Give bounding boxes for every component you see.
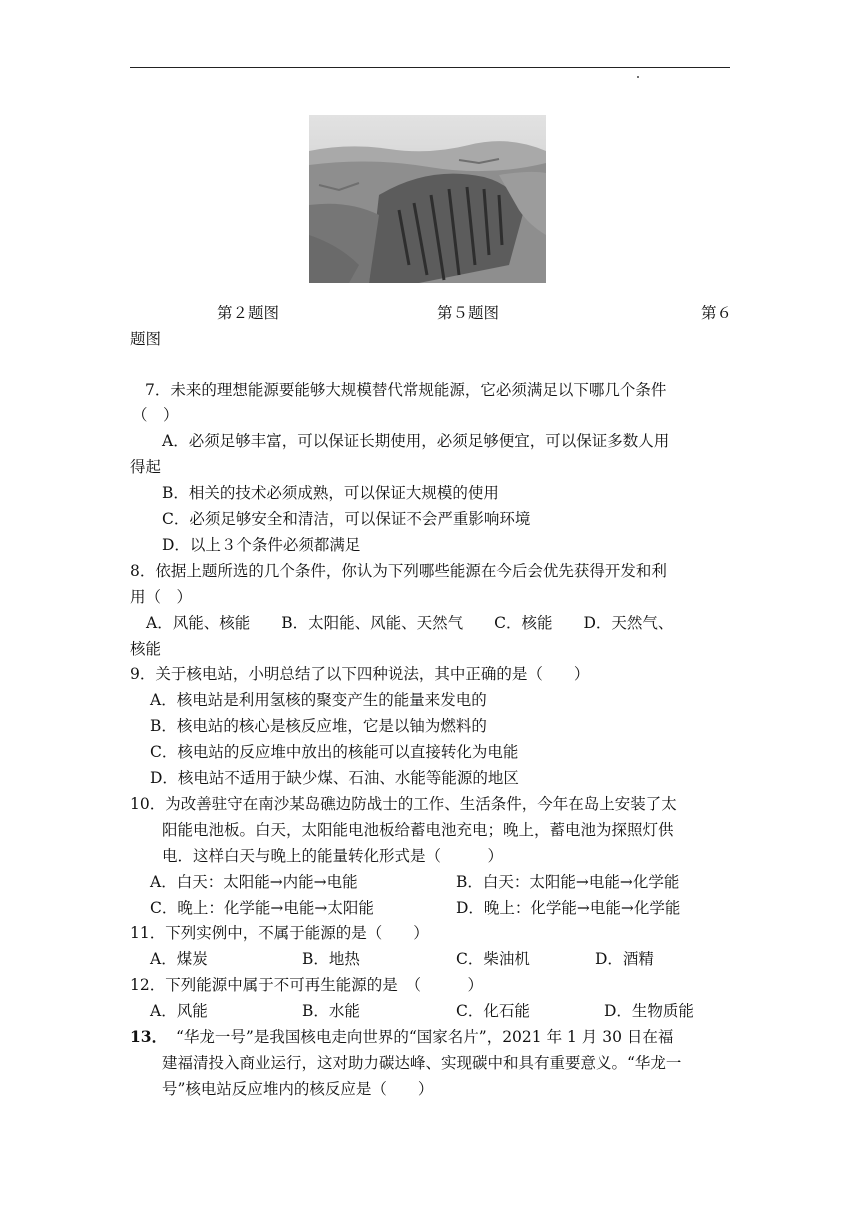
caption-fig6-part1: 第６: [701, 304, 733, 322]
q10-stem-cont2: 电．这样白天与晚上的能量转化形式是（ ）: [162, 847, 504, 865]
caption-fig5: 第５题图: [437, 304, 500, 322]
q13-stem-cont1: 建福清投入商业运行，这对助力碳达峰、实现碳中和具有重要意义。“华龙一: [162, 1054, 682, 1072]
q9-option-a: A．核电站是利用氢核的聚变产生的能量来发电的: [150, 691, 487, 709]
header-rule: [130, 67, 730, 68]
q8-stem: 8．依据上题所选的几个条件，你认为下列哪些能源在今后会优先获得开发和利: [130, 562, 667, 580]
q12-stem: 12．下列能源中属于不可再生能源的是 （ ）: [130, 976, 483, 994]
q13-stem-cont2: 号”核电站反应堆内的核反应是（ ）: [162, 1080, 434, 1098]
q12-option-b: B．水能: [302, 1002, 360, 1020]
q12-option-a: A．风能: [150, 1002, 208, 1020]
q11-option-d: D．酒精: [595, 950, 654, 968]
q7-option-a: A．必须足够丰富，可以保证长期使用，必须足够便宜，可以保证多数人用: [162, 432, 670, 450]
q10-option-d: D．晚上：化学能→电能→化学能: [456, 899, 681, 917]
q10-option-a: A．白天：太阳能→内能→电能: [150, 873, 358, 891]
q7-option-a-cont: 得起: [130, 458, 162, 476]
q7-option-d: D．以上３个条件必须都满足: [162, 536, 361, 554]
q9-stem: 9．关于核电站，小明总结了以下四种说法，其中正确的是（ ）: [130, 665, 590, 683]
caption-fig2: 第２题图: [217, 304, 280, 322]
q8-stem-cont: 用（ ）: [130, 588, 193, 606]
q8-options: A．风能、核能 B．太阳能、风能、天然气 C．核能 D．天然气、: [146, 614, 674, 632]
q7-stem: 7．未来的理想能源要能够大规模替代常规能源，它必须满足以下哪几个条件: [145, 381, 667, 399]
q13-number: 13．: [130, 1027, 168, 1046]
q10-option-b: B．白天：太阳能→电能→化学能: [456, 873, 680, 891]
q7-blank: （ ）: [132, 406, 179, 424]
q10-stem-cont1: 阳能电池板。白天，太阳能电池板给蓄电池充电；晚上，蓄电池为探照灯供: [162, 821, 674, 839]
q11-option-b: B．地热: [302, 950, 360, 968]
q10-option-c: C．晚上：化学能→电能→太阳能: [150, 899, 374, 917]
header-dot: [637, 76, 639, 78]
caption-fig6-part2: 题图: [130, 330, 162, 348]
q7-option-c: C．必须足够安全和清洁，可以保证不会严重影响环境: [162, 510, 531, 528]
q9-option-d: D．核电站不适用于缺少煤、石油、水能等能源的地区: [150, 769, 519, 787]
q11-stem: 11．下列实例中，不属于能源的是（ ）: [130, 924, 429, 942]
q11-option-c: C．柴油机: [456, 950, 530, 968]
q10-stem: 10．为改善驻守在南沙某岛礁边防战士的工作、生活条件，今年在岛上安装了太: [130, 795, 677, 813]
q12-option-d: D．生物质能: [604, 1002, 694, 1020]
q7-option-b: B．相关的技术必须成熟，可以保证大规模的使用: [162, 484, 499, 502]
q12-option-c: C．化石能: [456, 1002, 530, 1020]
q9-option-b: B．核电站的核心是核反应堆，它是以铀为燃料的: [150, 717, 487, 735]
canyon-photo: [309, 115, 546, 283]
q9-option-c: C．核电站的反应堆中放出的核能可以直接转化为电能: [150, 743, 519, 761]
q11-option-a: A．煤炭: [150, 950, 208, 968]
q13-stem: “华龙一号”是我国核电走向世界的“国家名片”，2021 年 1 月 30 日在福: [176, 1028, 674, 1046]
q8-options-cont: 核能: [130, 640, 162, 658]
